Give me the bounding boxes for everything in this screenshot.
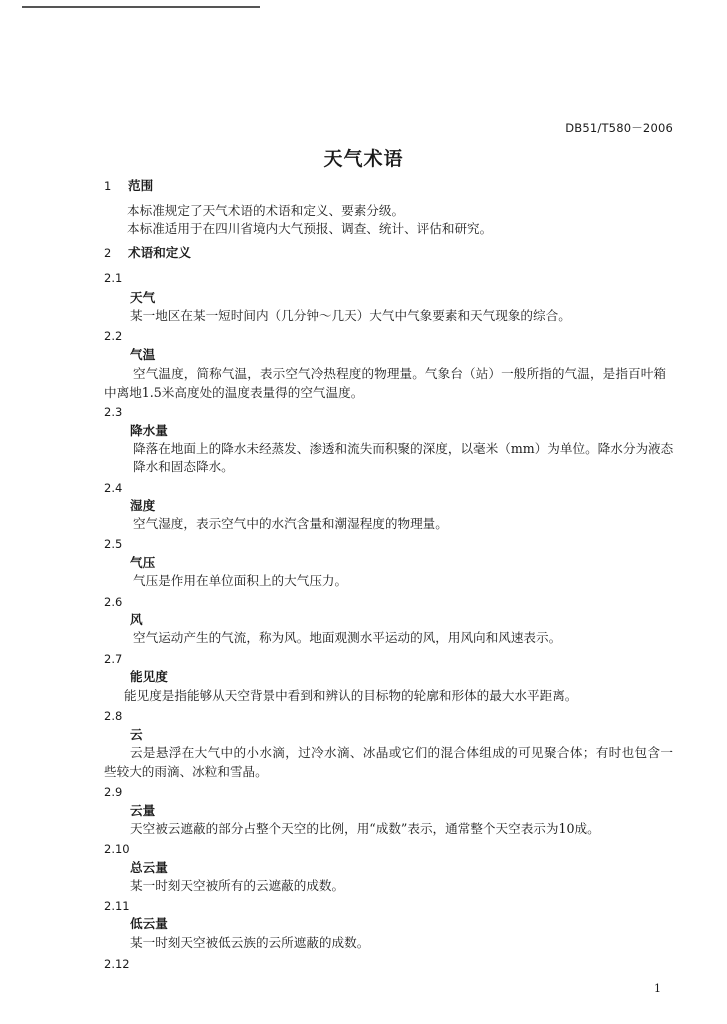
- definition-line: 中离地1.5米高度处的温度表量得的空气温度。: [104, 385, 364, 400]
- term-number: 2.3: [104, 405, 123, 419]
- term-name: 能见度: [130, 669, 168, 684]
- term-name: 天气: [130, 290, 156, 305]
- section-number: 2: [104, 246, 112, 260]
- term-name: 风: [130, 612, 143, 627]
- header-rule: [22, 6, 260, 8]
- section-title: 范围: [128, 178, 154, 193]
- term-name: 低云量: [130, 916, 168, 931]
- definition-line: 某一时刻天空被所有的云遮蔽的成数。: [130, 878, 345, 893]
- paragraph-line: 本标准适用于在四川省境内大气预报、调查、统计、评估和研究。: [127, 221, 493, 236]
- definition-line: 天空被云遮蔽的部分占整个天空的比例，用“成数”表示，通常整个天空表示为10成。: [130, 821, 600, 836]
- term-number: 2.1: [104, 271, 123, 285]
- definition-line: 能见度是指能够从天空背景中看到和辨认的目标物的轮廓和形体的最大水平距离。: [124, 688, 578, 703]
- definition-line: 空气湿度，表示空气中的水汽含量和潮湿程度的物理量。: [133, 516, 448, 531]
- term-number: 2.8: [104, 709, 123, 723]
- term-number: 2.9: [104, 785, 123, 799]
- definition-line: 降落在地面上的降水未经蒸发、渗透和流失而积聚的深度，以毫米（mm）为单位。降水分为液态: [133, 441, 674, 456]
- standard-code: DB51/T580－2006: [565, 121, 673, 135]
- term-number: 2.12: [104, 957, 130, 971]
- definition-line: 云是悬浮在大气中的小水滴，过冷水滴、冰晶或它们的混合体组成的可见聚合体；有时也包含一: [130, 745, 673, 760]
- section-number: 1: [104, 179, 112, 193]
- definition-line: 空气运动产生的气流，称为风。地面观测水平运动的风，用风向和风速表示。: [133, 630, 562, 645]
- term-number: 2.6: [104, 595, 123, 609]
- term-name: 云量: [130, 803, 156, 818]
- definition-line: 空气温度，简称气温，表示空气冷热程度的物理量。气象台（站）一般所指的气温，是指百叶箱: [133, 366, 666, 381]
- term-name: 气温: [130, 347, 156, 362]
- paragraph-line: 本标准规定了天气术语的术语和定义、要素分级。: [127, 203, 405, 218]
- definition-line: 降水和固态降水。: [133, 459, 234, 474]
- definition-line: 些较大的雨滴、冰粒和雪晶。: [104, 764, 268, 779]
- term-name: 总云量: [130, 860, 168, 875]
- term-number: 2.2: [104, 329, 123, 343]
- definition-line: 某一时刻天空被低云族的云所遮蔽的成数。: [130, 935, 370, 950]
- definition-line: 某一地区在某一短时间内（几分钟～几天）大气中气象要素和天气现象的综合。: [130, 308, 571, 323]
- definition-line: 气压是作用在单位面积上的大气压力。: [133, 573, 348, 588]
- term-number: 2.5: [104, 537, 123, 551]
- term-name: 云: [130, 727, 143, 742]
- term-number: 2.7: [104, 652, 123, 666]
- term-name: 降水量: [130, 423, 168, 438]
- document-title: 天气术语: [323, 148, 404, 170]
- term-number: 2.10: [104, 842, 130, 856]
- page-number: 1: [654, 982, 661, 995]
- term-number: 2.11: [104, 899, 130, 913]
- term-name: 气压: [130, 555, 156, 570]
- term-name: 湿度: [130, 498, 156, 513]
- section-title: 术语和定义: [128, 245, 191, 260]
- term-number: 2.4: [104, 481, 123, 495]
